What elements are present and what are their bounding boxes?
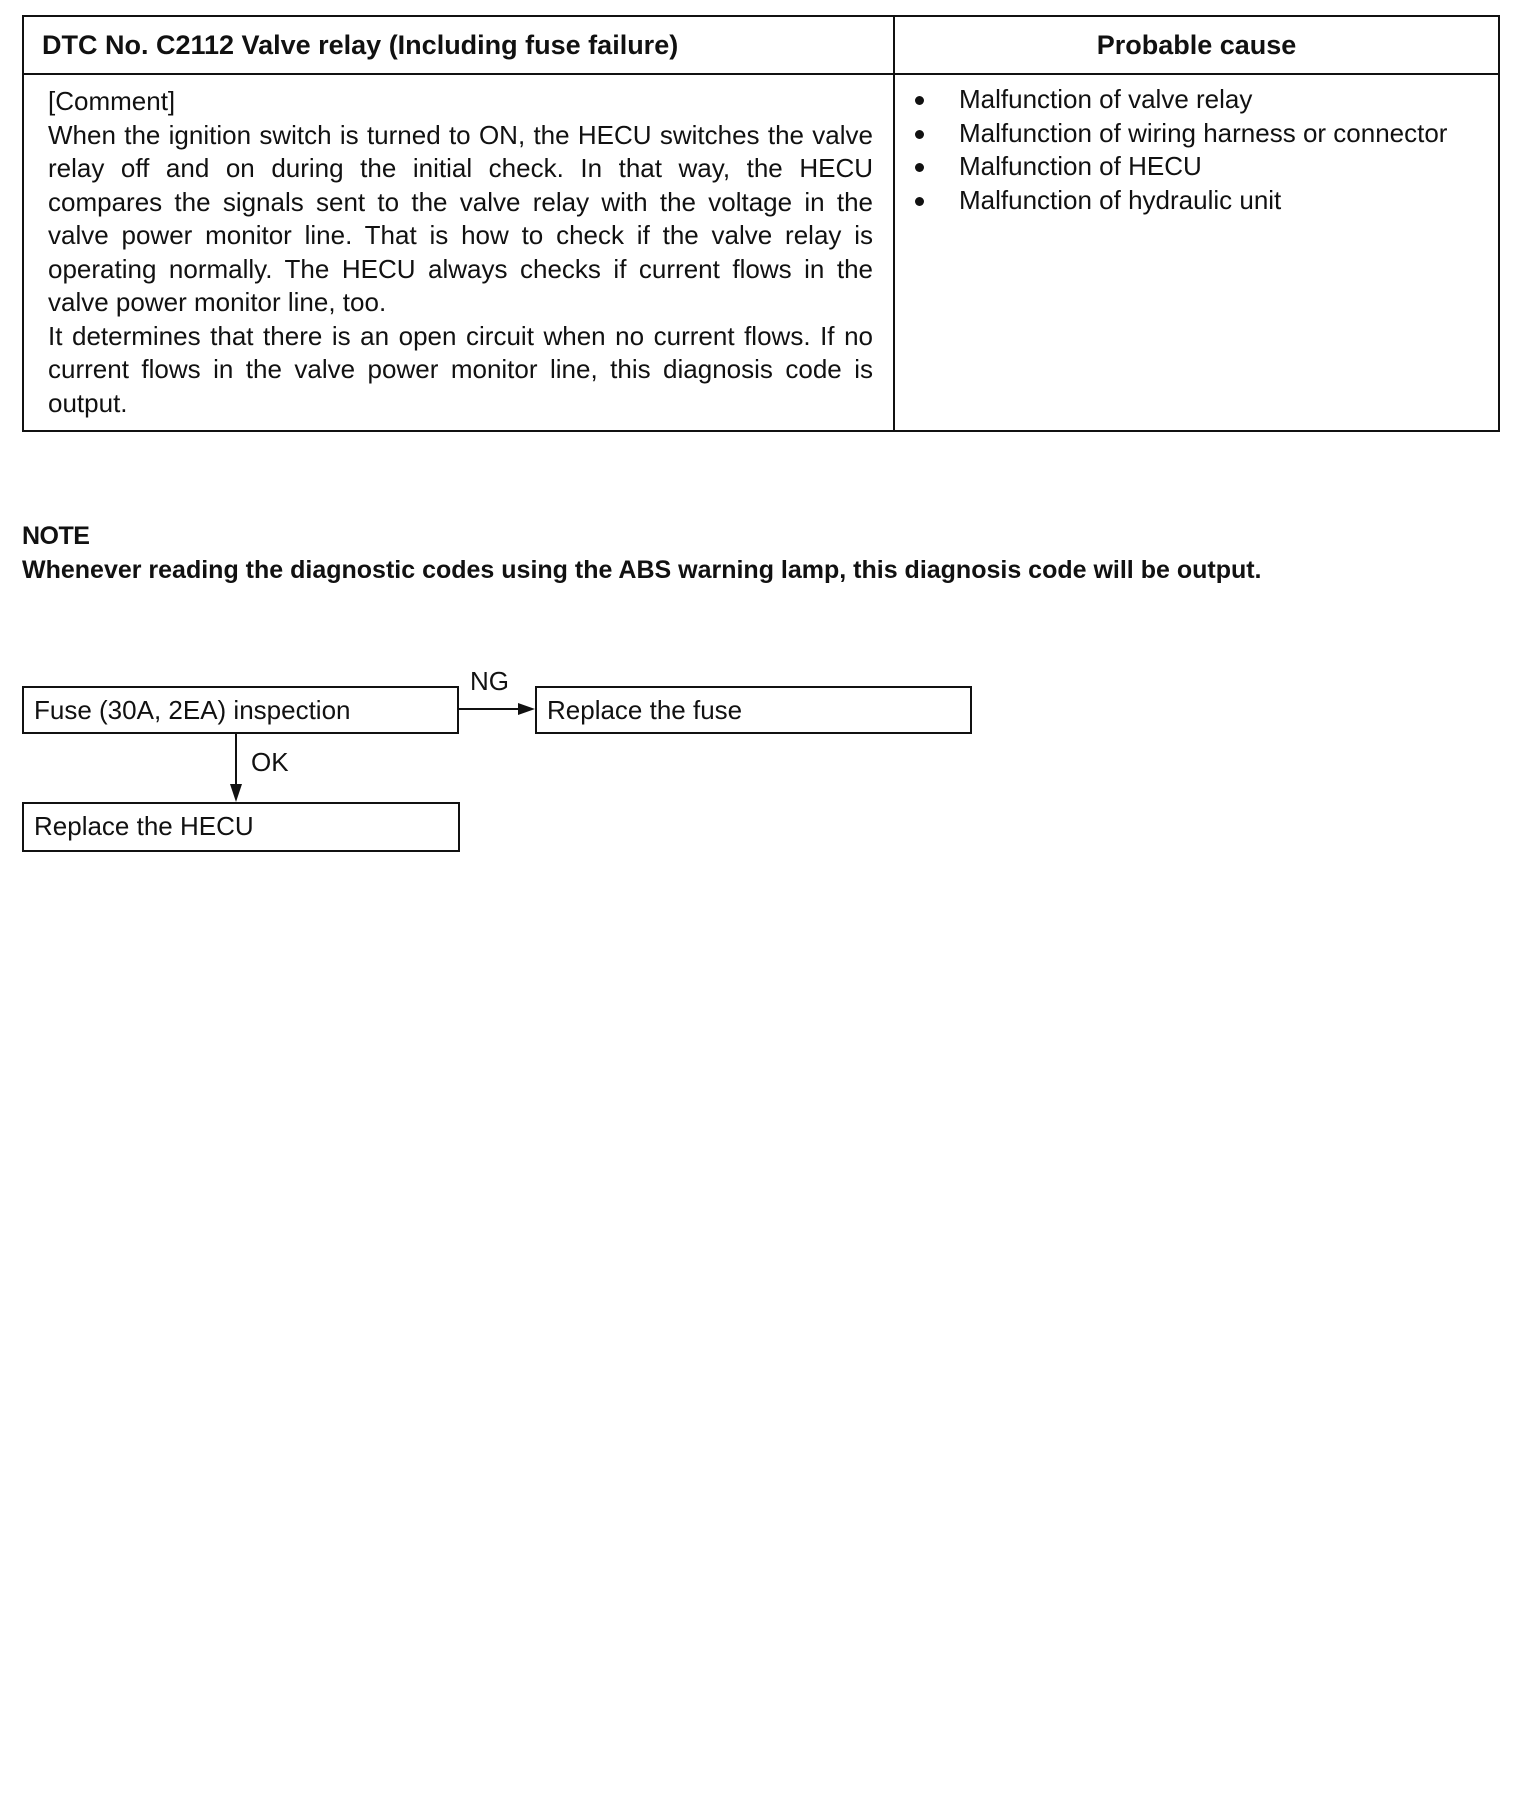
- comment-paragraph-2: It determines that there is an open circuit when no current flows. If no current flows in the valve power monitor line, this diagnosis code is output.: [48, 320, 873, 418]
- note-title: NOTE: [22, 522, 90, 550]
- list-item: [907, 150, 1488, 184]
- comment-paragraph-1: When the ignition switch is turned to ON, the HECU switches the valve relay off and on during the initial check. In that way, the HECU compares the signals sent to the valve relay with the voltage in the valve power monitor line. That is how to check if the valve relay is operating normally. The HECU always checks if current flows in the valve power monitor line, too.: [48, 119, 873, 317]
- list-item: [907, 184, 1488, 218]
- replace-fuse-box: Replace the fuse: [535, 686, 972, 734]
- comment-cell: [23, 74, 894, 431]
- dtc-table: [22, 15, 1500, 432]
- ng-arrow-icon: [459, 703, 535, 715]
- ng-label: NG: [470, 666, 509, 696]
- bullet-icon: [915, 130, 924, 139]
- probable-cause-cell: [894, 74, 1499, 431]
- table-row: [23, 74, 1499, 431]
- ok-arrow-icon: [230, 734, 242, 802]
- bullet-icon: [915, 163, 924, 172]
- list-item: [907, 117, 1488, 151]
- list-item: [907, 83, 1488, 117]
- probable-cause-list: [907, 83, 1488, 217]
- cause-text: Malfunction of valve relay: [959, 84, 1253, 114]
- table-header-row: [23, 16, 1499, 74]
- replace-hecu-box: Replace the HECU: [22, 802, 460, 852]
- probable-cause-header: Probable cause: [894, 16, 1499, 74]
- cause-text: Malfunction of hydraulic unit: [959, 184, 1282, 215]
- bullet-icon: [915, 96, 924, 105]
- dtc-title: DTC No. C2112 Valve relay (Including fuse failure): [23, 16, 894, 74]
- ok-label: OK: [251, 747, 289, 777]
- bullet-icon: [915, 197, 924, 206]
- fuse-inspection-box: Fuse (30A, 2EA) inspection: [22, 686, 459, 734]
- cause-text: Malfunction of HECU: [959, 151, 1202, 181]
- note-text: Whenever reading the diagnostic codes using the ABS warning lamp, this diagnosis code will be output.: [22, 556, 1262, 584]
- cause-text: Malfunction of wiring harness or connector: [959, 117, 1448, 148]
- comment-label: [Comment]: [48, 86, 176, 116]
